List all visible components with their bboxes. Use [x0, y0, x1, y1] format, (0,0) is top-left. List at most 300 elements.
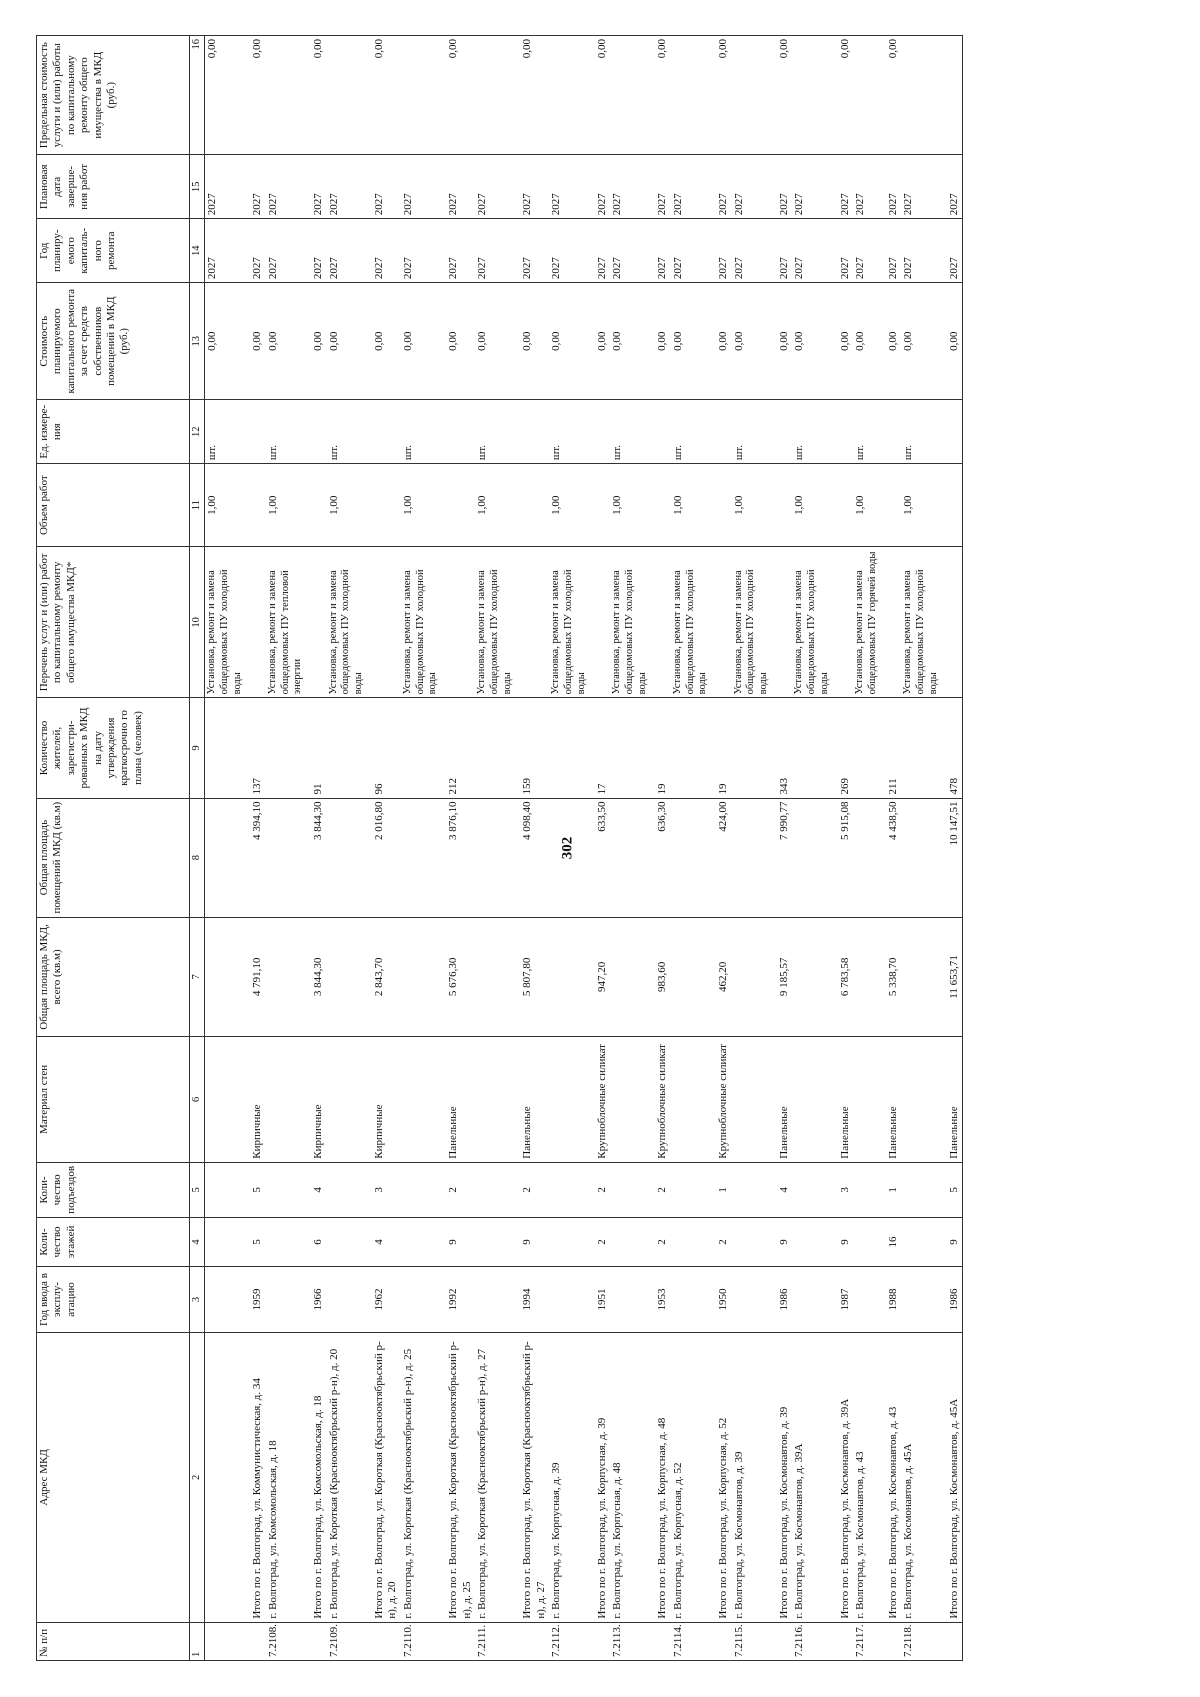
volume-cell: 1,00: [610, 464, 650, 547]
address-cell: Итого по г. Волгоград, ул. Корпусная, д. 52: [711, 1333, 731, 1623]
rooms-area-cell: 4 438,50: [881, 798, 901, 917]
residents-cell: [475, 698, 515, 798]
total-area-cell: [549, 917, 589, 1036]
total-area-cell: [475, 917, 515, 1036]
volume-cell: 1,00: [853, 464, 881, 547]
address-cell: [205, 1333, 246, 1623]
col-header: Плановая дата заверше-ния работ: [37, 155, 190, 219]
total-area-cell: 462,20: [711, 917, 731, 1036]
cost-cell: 0,00: [772, 283, 792, 400]
address-cell: Итого по г. Волгоград, ул. Короткая (Краснооктябрьский р-н), д. 25: [441, 1333, 475, 1623]
table-row: [327, 36, 367, 1661]
wall-material-cell: Панельные: [942, 1037, 963, 1163]
address-cell: г. Волгоград, ул. Короткая (Краснооктябрьский р-н), д. 27: [475, 1333, 515, 1623]
cost-cell: 0,00: [266, 283, 306, 400]
rooms-area-cell: 633,50: [590, 798, 610, 917]
unit-cell: шт.: [549, 400, 589, 464]
wall-material-cell: [205, 1037, 246, 1163]
col-header: Общая площадь помещений МКД (кв.м): [37, 798, 190, 917]
wall-material-cell: [732, 1037, 772, 1163]
row-number: 7.2113.: [610, 1622, 650, 1660]
plan-year-cell: 2027: [853, 219, 881, 283]
residents-cell: [266, 698, 306, 798]
col-header: Ед. измере-ния: [37, 400, 190, 464]
unit-cell: шт.: [205, 400, 246, 464]
plan-year-cell: 2027: [671, 219, 711, 283]
volume-cell: 1,00: [732, 464, 772, 547]
entrances-cell: 5: [942, 1162, 963, 1217]
cost-cell: 0,00: [475, 283, 515, 400]
table-row: [549, 36, 589, 1661]
table-row: [401, 36, 441, 1661]
address-cell: Итого по г. Волгоград, ул. Комсомольская, д. 18: [306, 1333, 326, 1623]
address-cell: г. Волгоград, ул. Короткая (Краснооктябрьский р-н), д. 25: [401, 1333, 441, 1623]
wall-material-cell: [792, 1037, 832, 1163]
table-row: [671, 36, 711, 1661]
plan-year-cell: 2027: [650, 219, 670, 283]
col-header: Общая площадь МКД, всего (кв.м): [37, 917, 190, 1036]
work-description-cell: [515, 547, 549, 698]
end-year-cell: 2027: [515, 155, 549, 219]
plan-year-cell: 2027: [515, 219, 549, 283]
entrances-cell: 3: [367, 1162, 401, 1217]
unit-cell: шт.: [853, 400, 881, 464]
row-number: [441, 1622, 475, 1660]
wall-material-cell: Крупноблочные силикат: [711, 1037, 731, 1163]
unit-cell: шт.: [792, 400, 832, 464]
year-cell: [853, 1267, 881, 1333]
unit-cell: [772, 400, 792, 464]
residents-cell: 19: [711, 698, 731, 798]
floors-cell: 2: [590, 1218, 610, 1267]
wall-material-cell: Кирпичные: [306, 1037, 326, 1163]
col-header: Количество жителей, зарегистри-рованных в МКД на дату утверждения краткосрочно го плана (человек): [37, 698, 190, 798]
address-cell: Итого по г. Волгоград, ул. Корпусная, д. 39: [590, 1333, 610, 1623]
rooms-area-cell: [205, 798, 246, 917]
row-number: 7.2112.: [549, 1622, 589, 1660]
entrances-cell: 4: [772, 1162, 792, 1217]
total-area-cell: 947,20: [590, 917, 610, 1036]
limit-cost-cell: [401, 36, 441, 155]
limit-cost-cell: 0,00: [306, 36, 326, 155]
residents-cell: [610, 698, 650, 798]
work-description-cell: Установка, ремонт и замена общедомовых ПУ холодной воды: [475, 547, 515, 698]
volume-cell: 1,00: [205, 464, 246, 547]
unit-cell: шт.: [475, 400, 515, 464]
plan-year-cell: 2027: [306, 219, 326, 283]
col-number: 11: [190, 464, 205, 547]
col-number: 6: [190, 1037, 205, 1163]
floors-cell: [901, 1218, 941, 1267]
entrances-cell: 3: [833, 1162, 853, 1217]
plan-year-cell: 2027: [772, 219, 792, 283]
entrances-cell: [327, 1162, 367, 1217]
end-year-cell: 2027: [610, 155, 650, 219]
cost-cell: 0,00: [367, 283, 401, 400]
total-area-cell: [327, 917, 367, 1036]
row-number: [367, 1622, 401, 1660]
floors-cell: [475, 1218, 515, 1267]
work-description-cell: [711, 547, 731, 698]
limit-cost-cell: 0,00: [590, 36, 610, 155]
wall-material-cell: Панельные: [881, 1037, 901, 1163]
entrances-cell: [549, 1162, 589, 1217]
floors-cell: [549, 1218, 589, 1267]
end-year-cell: 2027: [853, 155, 881, 219]
work-description-cell: Установка, ремонт и замена общедомовых ПУ холодной воды: [671, 547, 711, 698]
volume-cell: 1,00: [549, 464, 589, 547]
end-year-cell: 2027: [833, 155, 853, 219]
volume-cell: [881, 464, 901, 547]
header-row: [37, 36, 190, 1661]
work-description-cell: [881, 547, 901, 698]
residents-cell: [549, 698, 589, 798]
unit-cell: шт.: [610, 400, 650, 464]
table-row-total: [650, 36, 670, 1661]
entrances-cell: 2: [441, 1162, 475, 1217]
floors-cell: [401, 1218, 441, 1267]
rooms-area-cell: [475, 798, 515, 917]
limit-cost-cell: [266, 36, 306, 155]
residents-cell: 269: [833, 698, 853, 798]
col-header: Год ввода в эксплу-атацию: [37, 1267, 190, 1333]
address-cell: Итого по г. Волгоград, ул. Корпусная, д. 48: [650, 1333, 670, 1623]
work-description-cell: Установка, ремонт и замена общедомовых ПУ холодной воды: [792, 547, 832, 698]
col-number: 14: [190, 219, 205, 283]
rooms-area-cell: 636,30: [650, 798, 670, 917]
wall-material-cell: Панельные: [515, 1037, 549, 1163]
end-year-cell: 2027: [792, 155, 832, 219]
cost-cell: 0,00: [732, 283, 772, 400]
work-description-cell: [245, 547, 265, 698]
cost-cell: 0,00: [401, 283, 441, 400]
volume-cell: 1,00: [792, 464, 832, 547]
row-number: [515, 1622, 549, 1660]
end-year-cell: 2027: [441, 155, 475, 219]
unit-cell: шт.: [266, 400, 306, 464]
entrances-cell: 5: [245, 1162, 265, 1217]
limit-cost-cell: [475, 36, 515, 155]
volume-cell: [711, 464, 731, 547]
address-cell: Итого по г. Волгоград, ул. Космонавтов, д. 43: [881, 1333, 901, 1623]
row-number: [245, 1622, 265, 1660]
floors-cell: 6: [306, 1218, 326, 1267]
address-cell: Итого по г. Волгоград, ул. Короткая (Краснооктябрьский р-н), д. 27: [515, 1333, 549, 1623]
limit-cost-cell: [732, 36, 772, 155]
cost-cell: 0,00: [327, 283, 367, 400]
unit-cell: [711, 400, 731, 464]
plan-year-cell: 2027: [833, 219, 853, 283]
end-year-cell: 2027: [772, 155, 792, 219]
col-header: Коли-чество подъездов: [37, 1162, 190, 1217]
residents-cell: [401, 698, 441, 798]
year-cell: 1966: [306, 1267, 326, 1333]
cost-cell: 0,00: [245, 283, 265, 400]
limit-cost-cell: [942, 36, 963, 155]
wall-material-cell: Кирпичные: [367, 1037, 401, 1163]
entrances-cell: [732, 1162, 772, 1217]
rooms-area-cell: [327, 798, 367, 917]
plan-year-cell: 2027: [367, 219, 401, 283]
table-body: [205, 36, 963, 1661]
plan-year-cell: 2027: [711, 219, 731, 283]
year-cell: 1987: [833, 1267, 853, 1333]
rooms-area-cell: 424,00: [711, 798, 731, 917]
year-cell: [401, 1267, 441, 1333]
year-cell: [792, 1267, 832, 1333]
rooms-area-cell: 2 016,80: [367, 798, 401, 917]
end-year-cell: 2027: [881, 155, 901, 219]
rooms-area-cell: 4 394,10: [245, 798, 265, 917]
address-cell: г. Волгоград, ул. Корпусная, д. 52: [671, 1333, 711, 1623]
unit-cell: [306, 400, 326, 464]
year-cell: 1959: [245, 1267, 265, 1333]
unit-cell: [833, 400, 853, 464]
entrances-cell: 2: [590, 1162, 610, 1217]
work-description-cell: [772, 547, 792, 698]
plan-year-cell: 2027: [441, 219, 475, 283]
unit-cell: шт.: [732, 400, 772, 464]
limit-cost-cell: 0,00: [245, 36, 265, 155]
floors-cell: [853, 1218, 881, 1267]
rooms-area-cell: 3 844,30: [306, 798, 326, 917]
col-header: Объем работ: [37, 464, 190, 547]
work-description-cell: [306, 547, 326, 698]
work-description-cell: Установка, ремонт и замена общедомовых ПУ тепловой энергии: [266, 547, 306, 698]
rooms-area-cell: [732, 798, 772, 917]
unit-cell: [942, 400, 963, 464]
capital-repair-table: [36, 35, 963, 1661]
volume-cell: [650, 464, 670, 547]
rooms-area-cell: 4 098,40: [515, 798, 549, 917]
entrances-cell: 2: [650, 1162, 670, 1217]
entrances-cell: 1: [711, 1162, 731, 1217]
table-row-total: [367, 36, 401, 1661]
limit-cost-cell: [853, 36, 881, 155]
floors-cell: 9: [942, 1218, 963, 1267]
end-year-cell: 2027: [942, 155, 963, 219]
floors-cell: [732, 1218, 772, 1267]
total-area-cell: 5 338,70: [881, 917, 901, 1036]
year-cell: [901, 1267, 941, 1333]
unit-cell: [367, 400, 401, 464]
floors-cell: 4: [367, 1218, 401, 1267]
row-number: [881, 1622, 901, 1660]
plan-year-cell: 2027: [901, 219, 941, 283]
volume-cell: 1,00: [901, 464, 941, 547]
end-year-cell: 2027: [205, 155, 246, 219]
limit-cost-cell: 0,00: [650, 36, 670, 155]
limit-cost-cell: [671, 36, 711, 155]
residents-cell: 343: [772, 698, 792, 798]
wall-material-cell: [901, 1037, 941, 1163]
page-number: 302: [559, 836, 576, 860]
wall-material-cell: [327, 1037, 367, 1163]
wall-material-cell: [671, 1037, 711, 1163]
volume-cell: [942, 464, 963, 547]
address-cell: г. Волгоград, ул. Короткая (Краснооктябрьский р-н), д. 20: [327, 1333, 367, 1623]
end-year-cell: 2027: [901, 155, 941, 219]
plan-year-cell: 2027: [205, 219, 246, 283]
volume-cell: [441, 464, 475, 547]
residents-cell: 91: [306, 698, 326, 798]
wall-material-cell: [853, 1037, 881, 1163]
table-row: [205, 36, 246, 1661]
col-number: 16: [190, 36, 205, 155]
volume-cell: [515, 464, 549, 547]
col-number: 3: [190, 1267, 205, 1333]
volume-cell: 1,00: [266, 464, 306, 547]
entrances-cell: [610, 1162, 650, 1217]
year-cell: 1992: [441, 1267, 475, 1333]
entrances-cell: 4: [306, 1162, 326, 1217]
row-number: [711, 1622, 731, 1660]
table-row: [853, 36, 881, 1661]
end-year-cell: 2027: [245, 155, 265, 219]
entrances-cell: [475, 1162, 515, 1217]
wall-material-cell: [475, 1037, 515, 1163]
table-row-total: [833, 36, 853, 1661]
unit-cell: [590, 400, 610, 464]
table-row-total: [441, 36, 475, 1661]
year-cell: 1951: [590, 1267, 610, 1333]
year-cell: 1988: [881, 1267, 901, 1333]
year-cell: [732, 1267, 772, 1333]
table-row-total: [772, 36, 792, 1661]
row-number: [650, 1622, 670, 1660]
work-description-cell: Установка, ремонт и замена общедомовых ПУ холодной воды: [401, 547, 441, 698]
residents-cell: [792, 698, 832, 798]
cost-cell: 0,00: [441, 283, 475, 400]
total-area-cell: [732, 917, 772, 1036]
plan-year-cell: 2027: [245, 219, 265, 283]
col-header: № п/п: [37, 1622, 190, 1660]
end-year-cell: 2027: [266, 155, 306, 219]
plan-year-cell: 2027: [942, 219, 963, 283]
volume-cell: [833, 464, 853, 547]
total-area-cell: 3 844,30: [306, 917, 326, 1036]
total-area-cell: 5 676,30: [441, 917, 475, 1036]
col-number: 1: [190, 1622, 205, 1660]
row-number: [833, 1622, 853, 1660]
cost-cell: 0,00: [205, 283, 246, 400]
rooms-area-cell: [792, 798, 832, 917]
table-row-total: [245, 36, 265, 1661]
wall-material-cell: Кирпичные: [245, 1037, 265, 1163]
row-number: 7.2111.: [475, 1622, 515, 1660]
rotated-table-container: [36, 35, 1200, 1661]
rooms-area-cell: 5 915,08: [833, 798, 853, 917]
entrances-cell: [671, 1162, 711, 1217]
address-cell: г. Волгоград, ул. Космонавтов, д. 45А: [901, 1333, 941, 1623]
rooms-area-cell: 10 147,51: [942, 798, 963, 917]
year-cell: [671, 1267, 711, 1333]
plan-year-cell: 2027: [327, 219, 367, 283]
year-cell: [610, 1267, 650, 1333]
total-area-cell: 9 185,57: [772, 917, 792, 1036]
unit-cell: [441, 400, 475, 464]
end-year-cell: 2027: [711, 155, 731, 219]
entrances-cell: [901, 1162, 941, 1217]
rooms-area-cell: 7 990,77: [772, 798, 792, 917]
col-header: Адрес МКД: [37, 1333, 190, 1623]
cost-cell: 0,00: [853, 283, 881, 400]
entrances-cell: 2: [515, 1162, 549, 1217]
end-year-cell: 2027: [650, 155, 670, 219]
year-cell: 1986: [942, 1267, 963, 1333]
unit-cell: шт.: [901, 400, 941, 464]
row-number: [306, 1622, 326, 1660]
unit-cell: [245, 400, 265, 464]
address-cell: г. Волгоград, ул. Корпусная, д. 39: [549, 1333, 589, 1623]
row-number: 7.2109.: [327, 1622, 367, 1660]
year-cell: [549, 1267, 589, 1333]
end-year-cell: 2027: [671, 155, 711, 219]
work-description-cell: [942, 547, 963, 698]
table-row: [792, 36, 832, 1661]
entrances-cell: 1: [881, 1162, 901, 1217]
limit-cost-cell: 0,00: [772, 36, 792, 155]
rooms-area-cell: [671, 798, 711, 917]
column-number-row: [190, 36, 205, 1661]
cost-cell: 0,00: [590, 283, 610, 400]
work-description-cell: Установка, ремонт и замена общедомовых ПУ холодной воды: [549, 547, 589, 698]
floors-cell: 2: [711, 1218, 731, 1267]
year-cell: 1986: [772, 1267, 792, 1333]
end-year-cell: 2027: [401, 155, 441, 219]
col-number: 4: [190, 1218, 205, 1267]
col-header: Коли-чество этажей: [37, 1218, 190, 1267]
row-number: 7.2118.: [901, 1622, 941, 1660]
entrances-cell: [266, 1162, 306, 1217]
wall-material-cell: [549, 1037, 589, 1163]
rooms-area-cell: [853, 798, 881, 917]
address-cell: Итого по г. Волгоград, ул. Короткая (Краснооктябрьский р-н), д. 20: [367, 1333, 401, 1623]
floors-cell: 9: [833, 1218, 853, 1267]
row-number: [772, 1622, 792, 1660]
entrances-cell: [401, 1162, 441, 1217]
work-description-cell: [367, 547, 401, 698]
floors-cell: 9: [441, 1218, 475, 1267]
residents-cell: 17: [590, 698, 610, 798]
end-year-cell: 2027: [590, 155, 610, 219]
work-description-cell: [441, 547, 475, 698]
limit-cost-cell: [610, 36, 650, 155]
table-row-total: [942, 36, 963, 1661]
table-row: [732, 36, 772, 1661]
volume-cell: [367, 464, 401, 547]
col-header: Год планиру-емого капиталь-ного ремонта: [37, 219, 190, 283]
floors-cell: [327, 1218, 367, 1267]
unit-cell: шт.: [671, 400, 711, 464]
floors-cell: [671, 1218, 711, 1267]
row-number: 7.2114.: [671, 1622, 711, 1660]
cost-cell: 0,00: [610, 283, 650, 400]
address-cell: Итого по г. Волгоград, ул. Космонавтов, д. 39А: [833, 1333, 853, 1623]
total-area-cell: [792, 917, 832, 1036]
col-number: 9: [190, 698, 205, 798]
cost-cell: 0,00: [515, 283, 549, 400]
address-cell: Итого по г. Волгоград, ул. Космонавтов, д. 45А: [942, 1333, 963, 1623]
limit-cost-cell: 0,00: [833, 36, 853, 155]
rooms-area-cell: [610, 798, 650, 917]
volume-cell: 1,00: [401, 464, 441, 547]
total-area-cell: [205, 917, 246, 1036]
cost-cell: 0,00: [942, 283, 963, 400]
table-row-total: [515, 36, 549, 1661]
col-header: Предельная стоимость услуги и (или) работы по капитальному ремонту общего имущества в МКД (руб.): [37, 36, 190, 155]
total-area-cell: 5 807,80: [515, 917, 549, 1036]
